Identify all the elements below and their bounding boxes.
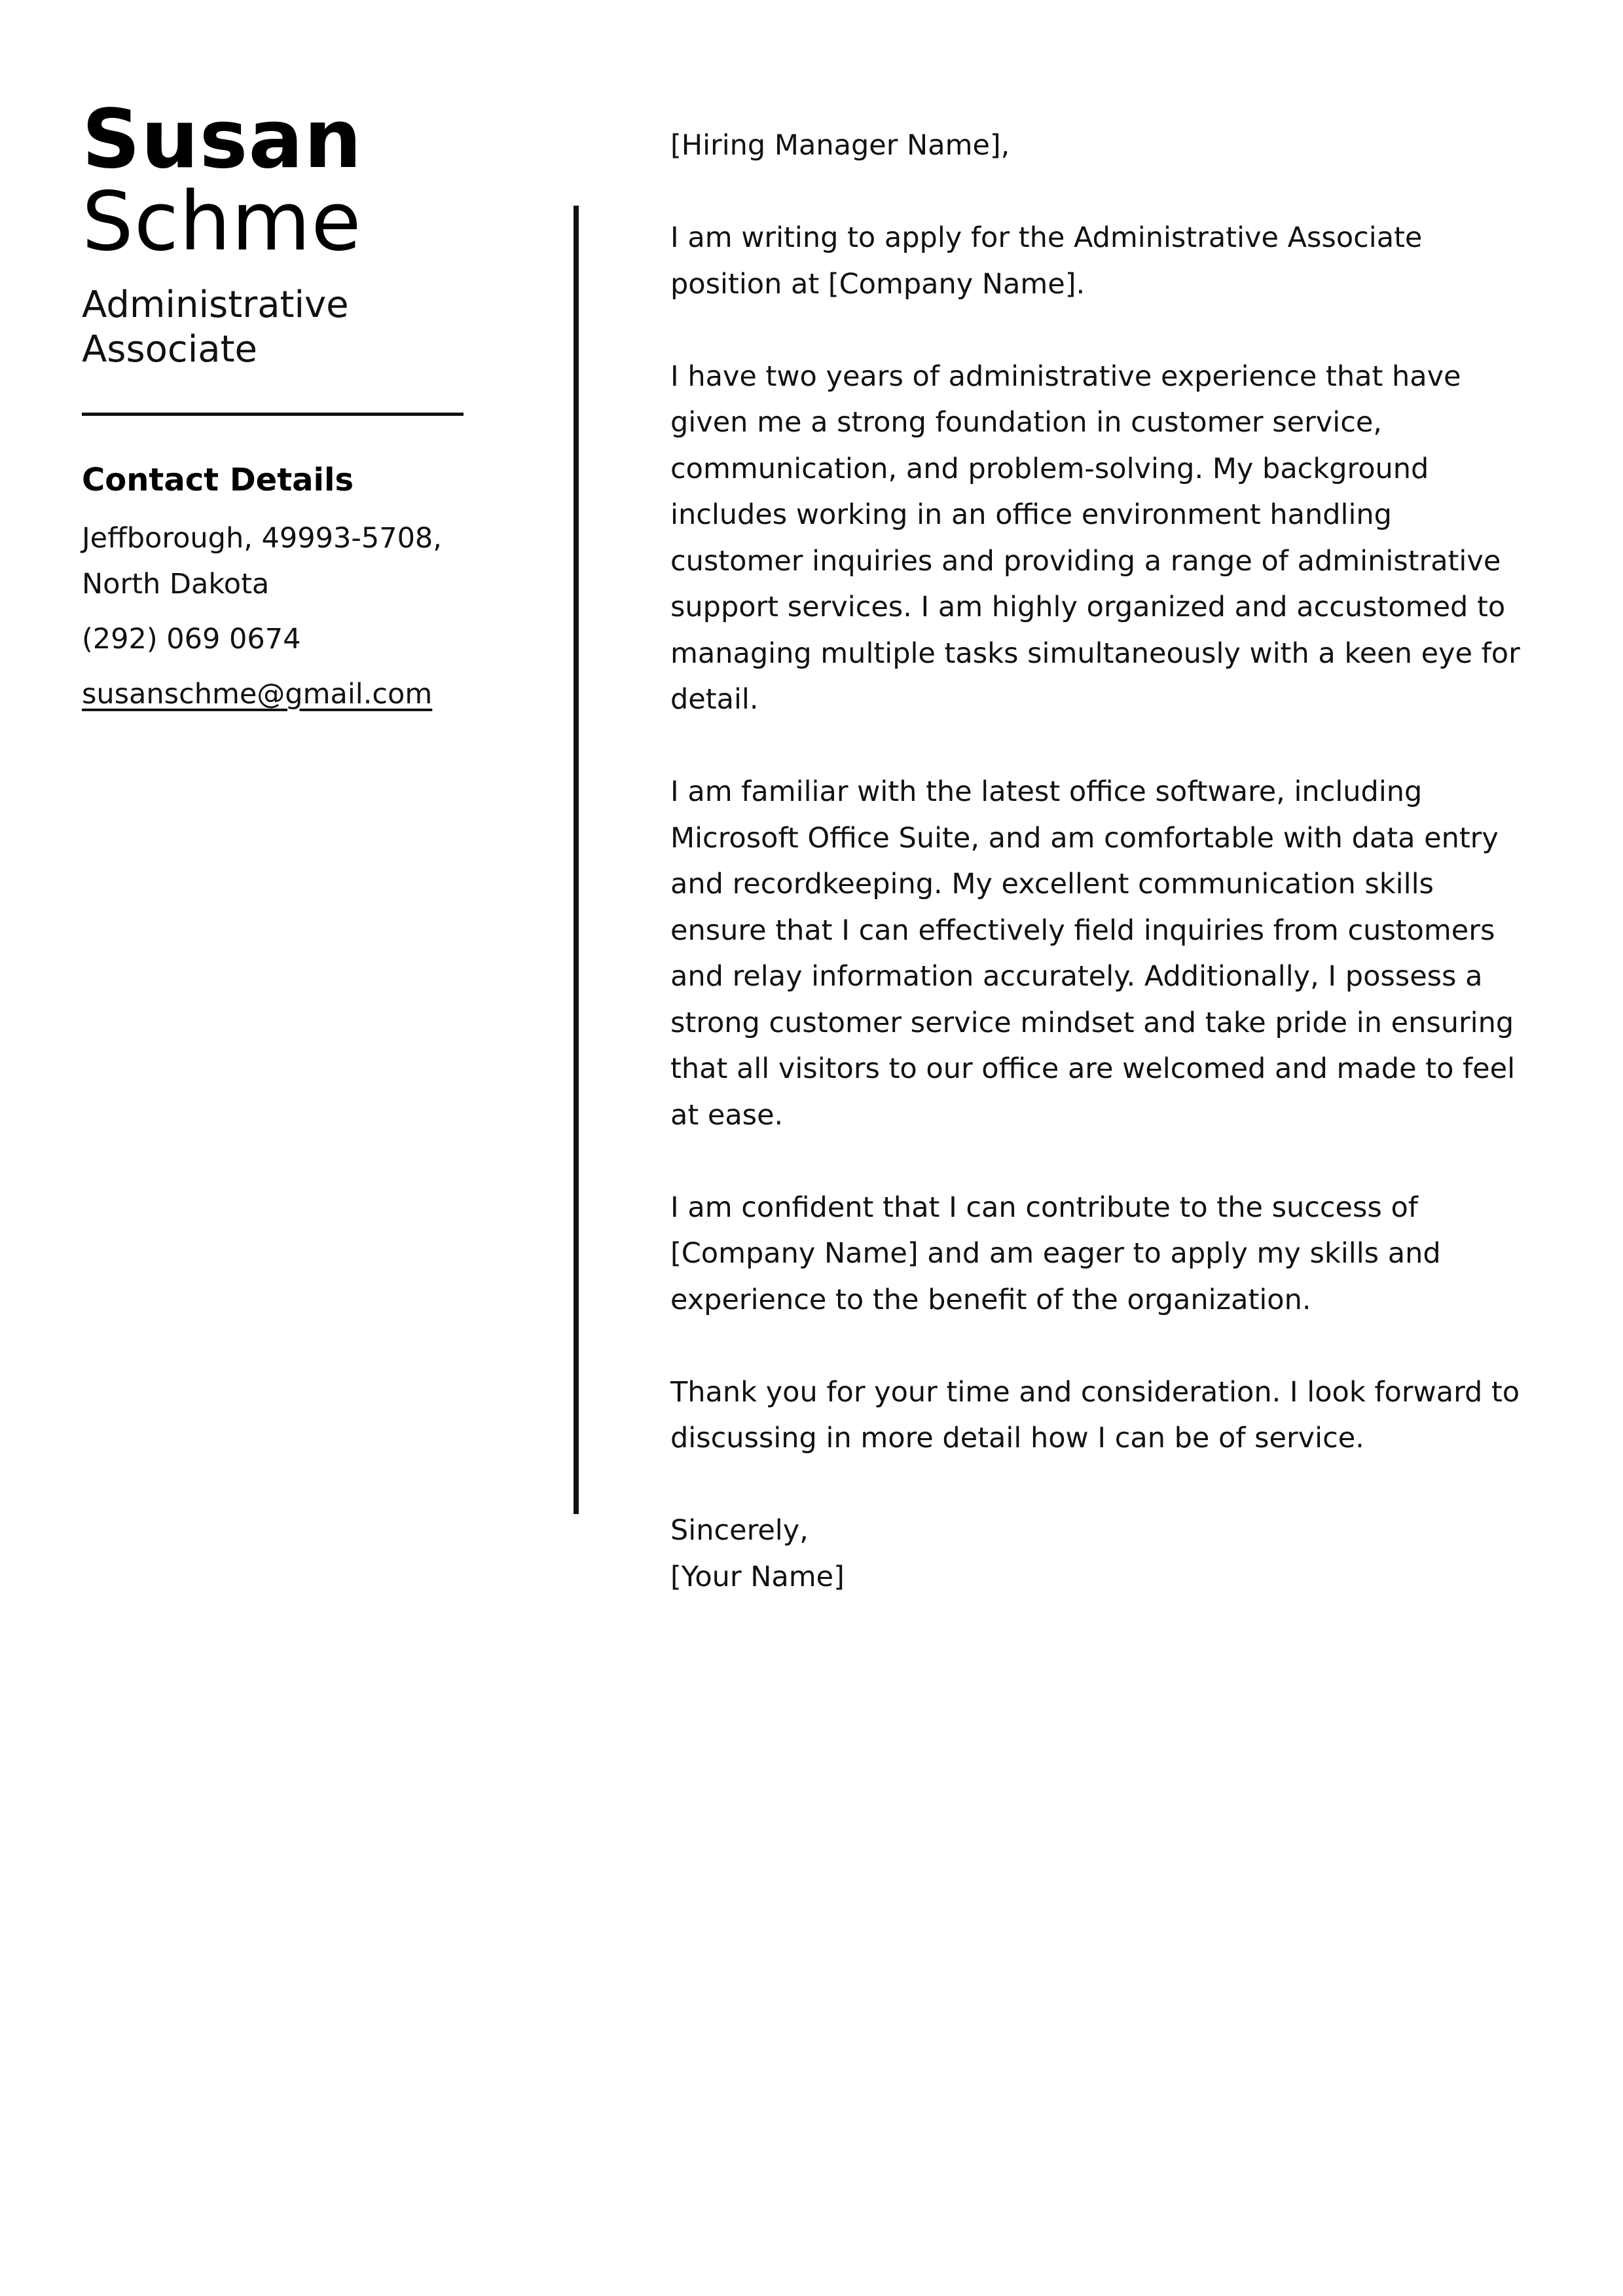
sidebar-divider bbox=[82, 413, 464, 416]
salutation: [Hiring Manager Name], bbox=[670, 129, 1010, 162]
contact-address: Jeffborough, 49993-5708, North Dakota bbox=[82, 522, 442, 601]
letter-paragraph: I am familiar with the latest office software, including Microsoft Office Suite, and am comfortable with data entry and recordkeeping. My excellent communication skills ensure that I can effectively field inquiries from customers and relay information accurately. Additionally, I possess a strong customer service mindset and take pride in ensuring that all visitors to our office are welcomed and made to feel at ease. bbox=[670, 775, 1516, 1132]
letter-body bbox=[670, 122, 1522, 1600]
last-name: Schme bbox=[82, 175, 362, 269]
closing: Sincerely, bbox=[670, 1514, 809, 1547]
letter-paragraph: Thank you for your time and consideration. I look forward to discussing in more detail how I can be of service. bbox=[670, 1375, 1520, 1454]
contact-email-link[interactable]: susanschme@gmail.com bbox=[82, 678, 433, 711]
contact-phone: (292) 069 0674 bbox=[82, 623, 301, 656]
signature: [Your Name] bbox=[670, 1560, 845, 1593]
applicant-name bbox=[82, 92, 475, 269]
first-name: Susan bbox=[82, 92, 363, 187]
letter-paragraph: I am confident that I can contribute to the success of [Company Name] and am eager to apply my skills and experience to the benefit of the organization. bbox=[670, 1191, 1441, 1316]
letter-paragraph: I have two years of administrative experience that have given me a strong foundation in customer service, communication, and problem-solving. My background includes working in an office environment handling customer inquiries and providing a range of administrative support services. I am highly organized and accustomed to managing multiple tasks simultaneously with a keen eye for detail. bbox=[670, 360, 1520, 716]
vertical-divider bbox=[574, 206, 579, 1514]
job-title: Administrative Associate bbox=[82, 284, 349, 371]
sidebar bbox=[82, 92, 475, 717]
letter-paragraph: I am writing to apply for the Administrative Associate position at [Company Name]. bbox=[670, 221, 1423, 301]
contact-heading: Contact Details bbox=[82, 462, 354, 498]
